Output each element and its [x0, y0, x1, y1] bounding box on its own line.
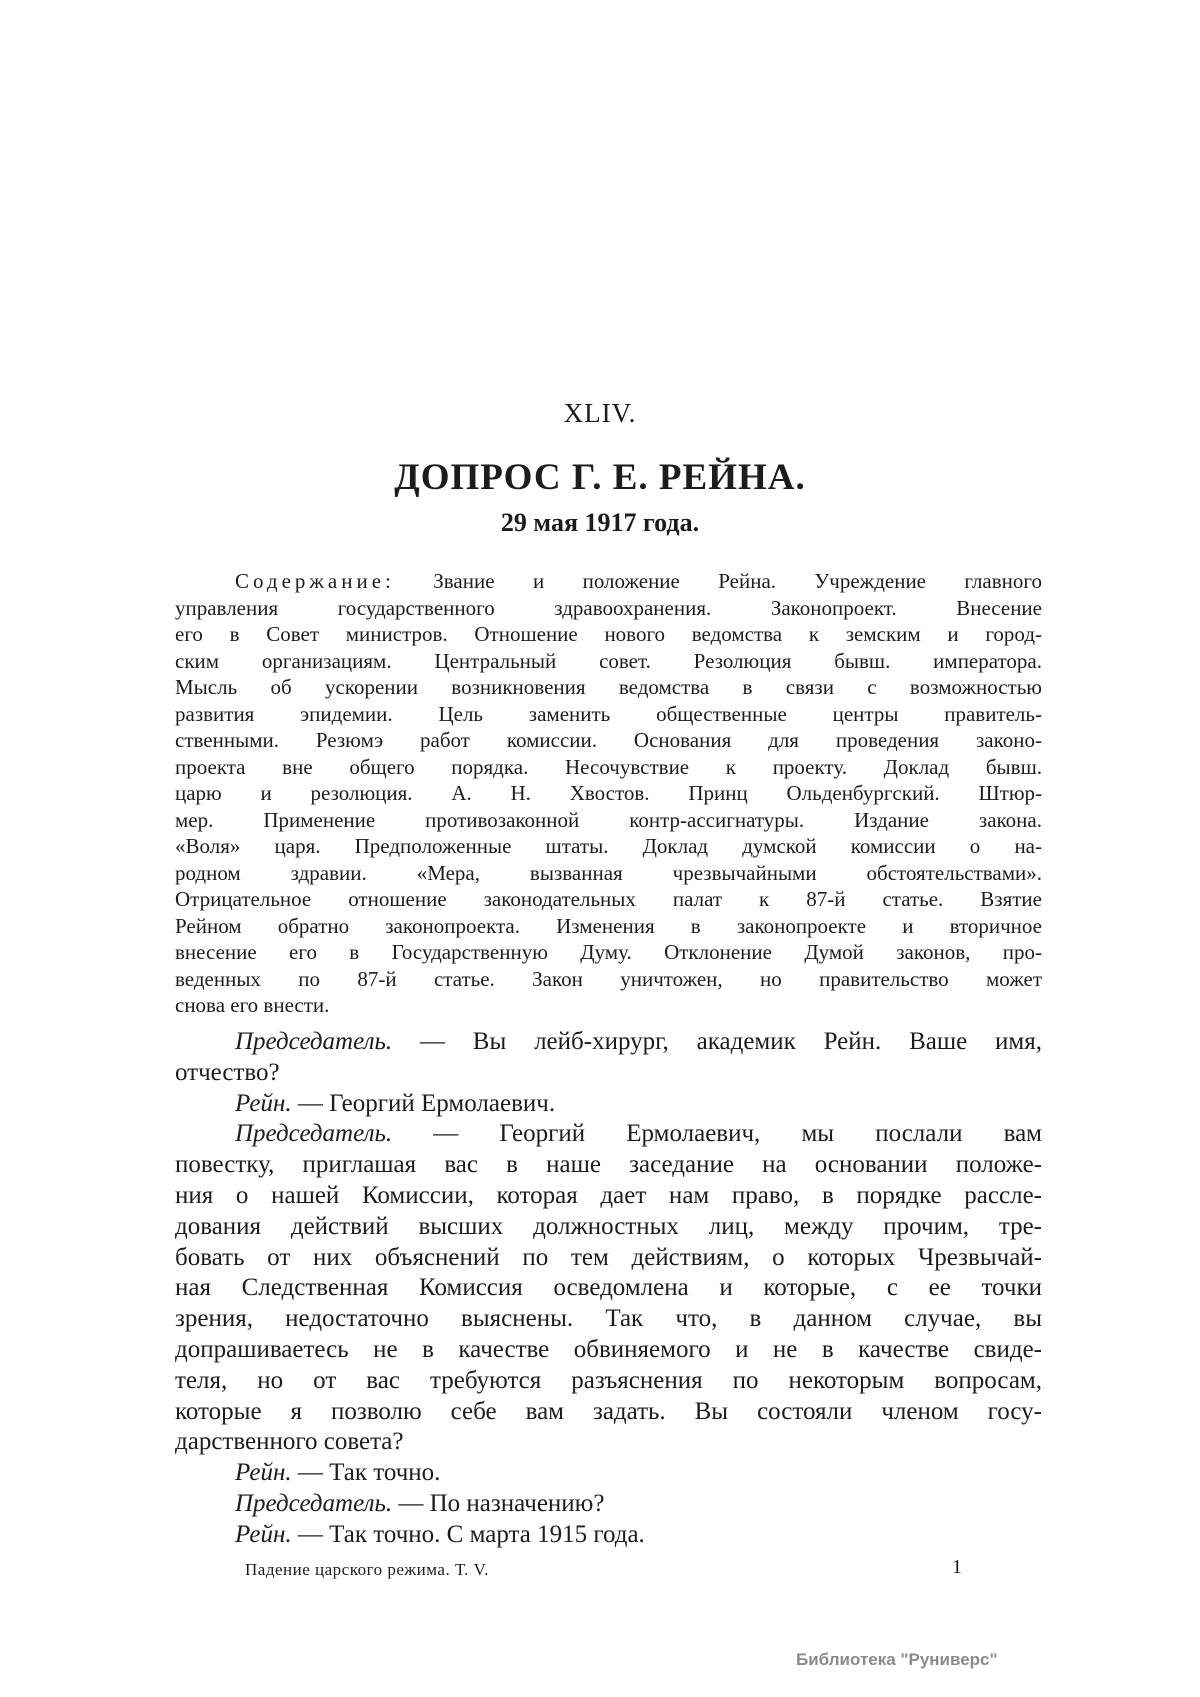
summary-line — [175, 807, 1042, 834]
summary-text: Мысль об ускорении возникновения ведомства в связи с возможностью — [175, 675, 1042, 699]
dialogue-text: — Вы лейб-хирург, академик Рейн. Ваше имя, — [392, 1028, 1042, 1055]
speaker-name: Рейн. — [235, 1089, 292, 1117]
dialogue-line — [175, 1150, 1042, 1181]
dialogue-text: — Георгий Ермолаевич, мы послали вам — [392, 1120, 1042, 1148]
summary-line — [175, 674, 1042, 701]
dialogue-text: которые я позволю себе вам задать. Вы состояли членом госу- — [175, 1397, 1042, 1425]
dialogue-text: ния о нашей Комиссии, которая дает нам право, в порядке рассле- — [175, 1181, 1042, 1209]
summary-label: Содержание: — [235, 569, 395, 593]
dialogue-line — [175, 1304, 1042, 1335]
dialogue-line — [175, 1119, 1042, 1150]
summary-text: царю и резолюция. А. Н. Хвостов. Принц Ольденбургский. Штюр- — [175, 781, 1042, 805]
summary-line — [175, 727, 1042, 754]
dialogue-line — [175, 1181, 1042, 1212]
speaker-name: Председатель. — [235, 1028, 393, 1055]
dialogue-block — [175, 1027, 1042, 1551]
summary-text: Рейном обратно законопроекта. Изменения в законопроекте и вторичное — [175, 913, 1042, 938]
summary-text: родном здравии. «Мера, вызванная чрезвычайными обстоятельствами». — [175, 860, 1042, 885]
dialogue-text: повестку, приглашая вас в наше заседание на основании положе- — [175, 1151, 1042, 1179]
summary-line — [175, 568, 1042, 595]
dialogue-text: отчество? — [175, 1058, 280, 1086]
dialogue-line — [175, 1243, 1042, 1274]
summary-text: внесение его в Государственную Думу. Отклонение Думой законов, про- — [175, 940, 1042, 964]
summary-text: «Воля» царя. Предположенные штаты. Доклад думской комиссии о на- — [175, 834, 1042, 858]
dialogue-line — [175, 1212, 1042, 1243]
dialogue-line — [175, 1058, 1042, 1089]
footer-title: Падение царского режима. Т. V. — [245, 1560, 489, 1579]
dialogue-line — [175, 1520, 1042, 1551]
summary-line — [175, 754, 1042, 781]
summary-line — [175, 992, 1042, 1019]
page-title: ДОПРОС Г. Е. РЕЙНА. — [394, 457, 806, 498]
summary-line — [175, 595, 1042, 622]
dialogue-line — [175, 1335, 1042, 1366]
speaker-name: Рейн. — [235, 1520, 292, 1548]
summary-text: веденных по 87-й статье. Закон уничтожен, но правительство может — [175, 966, 1042, 991]
dialogue-text: дарственного совета? — [175, 1428, 404, 1456]
dialogue-line — [175, 1273, 1042, 1304]
summary-text: мер. Применение противозаконной контр-ассигнатуры. Издание закона. — [175, 807, 1042, 832]
dialogue-text: допрашиваетесь не в качестве обвиняемого и не в качестве свиде- — [175, 1335, 1042, 1363]
dialogue-text: бовать от них объяснений по тем действиям, о которых Чрезвычай- — [175, 1243, 1042, 1271]
summary-line — [175, 648, 1042, 675]
dialogue-line — [175, 1366, 1042, 1397]
summary-line — [175, 913, 1042, 940]
dialogue-line — [175, 1458, 1042, 1489]
dialogue-text: ная Следственная Комиссия осведомлена и которые, с ее точки — [175, 1274, 1042, 1302]
summary-text: проекта вне общего порядка. Несочувствие к проекту. Доклад бывш. — [175, 754, 1042, 779]
dialogue-line — [175, 1089, 1042, 1120]
dialogue-text: зрения, недостаточно выяснены. Так что, в данном случае, вы — [175, 1305, 1042, 1333]
summary-text: ским организациям. Центральный совет. Резолюция бывш. императора. — [175, 648, 1042, 673]
summary-text: снова его внести. — [175, 993, 330, 1017]
summary-block — [175, 568, 1042, 1019]
speaker-name: Председатель. — [235, 1120, 393, 1148]
summary-text: Звание и положение Рейна. Учреждение главного — [394, 569, 1042, 593]
page-number: 1 — [952, 1556, 962, 1578]
dialogue-line — [175, 1489, 1042, 1520]
summary-line — [175, 860, 1042, 887]
dialogue-text: теля, но от вас требуются разъяснения по некоторым вопросам, — [175, 1366, 1042, 1394]
interrogation-date: 29 мая 1917 года. — [500, 508, 700, 537]
speaker-name: Рейн. — [235, 1459, 292, 1487]
summary-text: управления государственного здравоохранения. Законопроект. Внесение — [175, 595, 1042, 620]
summary-line — [175, 886, 1042, 913]
summary-text: его в Совет министров. Отношение нового ведомства к земским и город- — [175, 622, 1042, 646]
speaker-name: Председатель. — [235, 1489, 393, 1517]
dialogue-line — [175, 1427, 1042, 1458]
dialogue-text: — Так точно. — [291, 1459, 441, 1487]
dialogue-text: дования действий высших должностных лиц, между прочим, тре- — [175, 1212, 1042, 1240]
summary-text: развития эпидемии. Цель заменить общественные центры правитель- — [175, 701, 1042, 726]
summary-line — [175, 780, 1042, 807]
dialogue-line — [175, 1397, 1042, 1428]
dialogue-text: — Георгий Ермолаевич. — [291, 1089, 556, 1117]
summary-line — [175, 701, 1042, 728]
dialogue-text: — По назначению? — [392, 1489, 605, 1517]
dialogue-line — [175, 1027, 1042, 1058]
summary-line — [175, 939, 1042, 966]
summary-text: ственными. Резюмэ работ комиссии. Основания для проведения законо- — [175, 728, 1042, 752]
summary-line — [175, 966, 1042, 993]
library-watermark: Библиотека "Руниверс" — [796, 1650, 998, 1669]
summary-line — [175, 621, 1042, 648]
dialogue-text: — Так точно. С марта 1915 года. — [291, 1520, 645, 1548]
summary-line — [175, 833, 1042, 860]
summary-text: Отрицательное отношение законодательных палат к 87-й статье. Взятие — [175, 887, 1042, 911]
chapter-number: XLIV. — [563, 398, 637, 428]
